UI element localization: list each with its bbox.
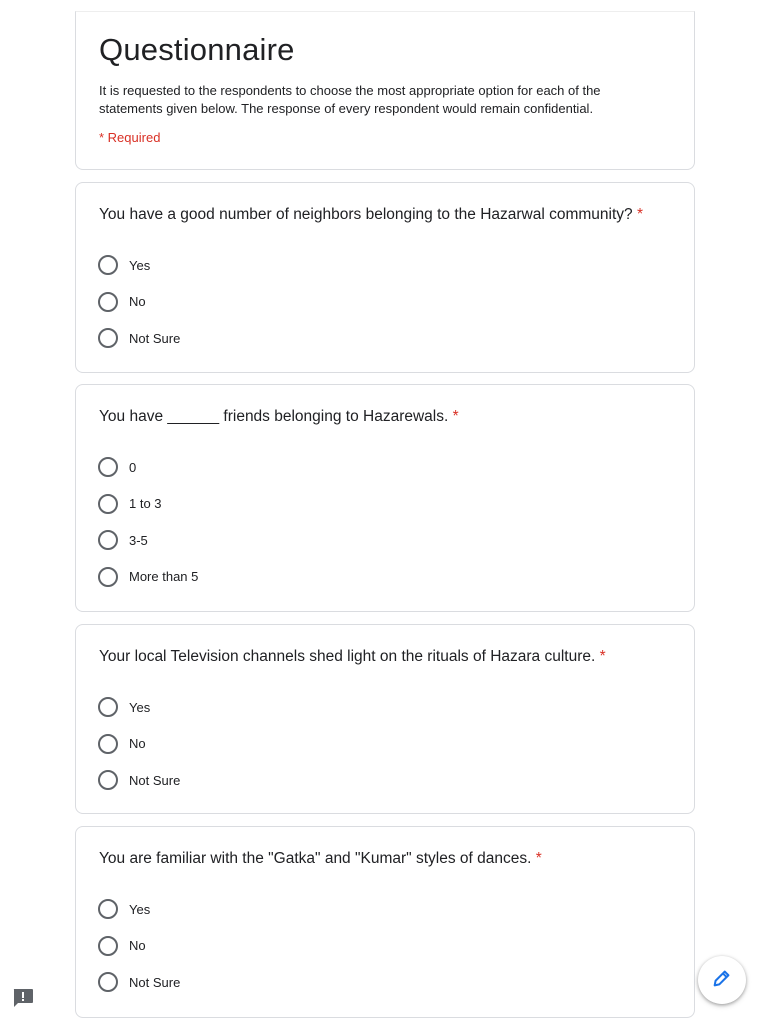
question-text: You have a good number of neighbors belonging to the Hazarwal community? [99, 206, 633, 223]
option-label: No [129, 736, 146, 752]
option-label: 1 to 3 [129, 496, 162, 512]
radio-option-not-sure[interactable] [98, 762, 180, 799]
required-note: * Required [99, 130, 161, 145]
question-text: You have ______ friends belonging to Hazarewals. [99, 408, 449, 425]
question-title [99, 206, 643, 224]
form-title: Questionnaire [99, 32, 295, 67]
radio-group [98, 891, 180, 1001]
radio-button[interactable] [98, 530, 118, 550]
report-problem-icon[interactable] [12, 988, 34, 1008]
option-label: Not Sure [129, 772, 181, 788]
radio-button[interactable] [98, 328, 118, 348]
pencil-icon [711, 967, 733, 994]
radio-button[interactable] [98, 457, 118, 477]
question-card-3 [75, 624, 695, 814]
radio-button[interactable] [98, 697, 118, 717]
option-label: Not Sure [129, 974, 181, 990]
radio-option-yes[interactable] [98, 891, 180, 928]
question-title [99, 850, 542, 868]
question-title [99, 648, 606, 666]
radio-option-3-5[interactable] [98, 522, 198, 559]
option-label: Not Sure [129, 330, 181, 346]
radio-option-not-sure[interactable] [98, 964, 180, 1001]
radio-option-no[interactable] [98, 284, 180, 321]
radio-group [98, 449, 198, 595]
question-title [99, 408, 459, 426]
radio-option-no[interactable] [98, 928, 180, 965]
option-label: Yes [129, 257, 151, 273]
edit-button[interactable] [698, 956, 746, 1004]
question-text: You are familiar with the "Gatka" and "Kumar" styles of dances. [99, 850, 532, 867]
question-card-1 [75, 182, 695, 373]
option-label: No [129, 294, 146, 310]
option-label: More than 5 [129, 569, 199, 585]
question-card-2 [75, 384, 695, 612]
option-label: 3-5 [129, 532, 148, 548]
radio-option-0[interactable] [98, 449, 198, 486]
radio-button[interactable] [98, 567, 118, 587]
radio-option-yes[interactable] [98, 247, 180, 284]
required-asterisk: * [535, 850, 542, 867]
option-label: No [129, 938, 146, 954]
radio-button[interactable] [98, 292, 118, 312]
radio-option-not-sure[interactable] [98, 320, 180, 357]
radio-group [98, 247, 180, 357]
radio-button[interactable] [98, 972, 118, 992]
form-description: It is requested to the respondents to choose the most appropriate option for each of the statements given below. The response of every respondent would remain confidential. [99, 83, 601, 116]
form-header-card [75, 11, 695, 170]
question-text: Your local Television channels shed light on the rituals of Hazara culture. [99, 648, 596, 665]
required-asterisk: * [599, 648, 606, 665]
radio-group [98, 689, 180, 799]
radio-button[interactable] [98, 734, 118, 754]
radio-button[interactable] [98, 494, 118, 514]
radio-button[interactable] [98, 770, 118, 790]
option-label: Yes [129, 699, 151, 715]
radio-option-yes[interactable] [98, 689, 180, 726]
required-asterisk: * [636, 206, 644, 223]
question-card-4 [75, 826, 695, 1018]
radio-button[interactable] [98, 936, 118, 956]
required-asterisk: * [452, 408, 459, 425]
radio-option-1-to-3[interactable] [98, 486, 198, 523]
radio-option-no[interactable] [98, 726, 180, 763]
radio-option-more-than-5[interactable] [98, 559, 198, 596]
option-label: 0 [129, 459, 137, 475]
option-label: Yes [129, 901, 151, 917]
radio-button[interactable] [98, 899, 118, 919]
radio-button[interactable] [98, 255, 118, 275]
